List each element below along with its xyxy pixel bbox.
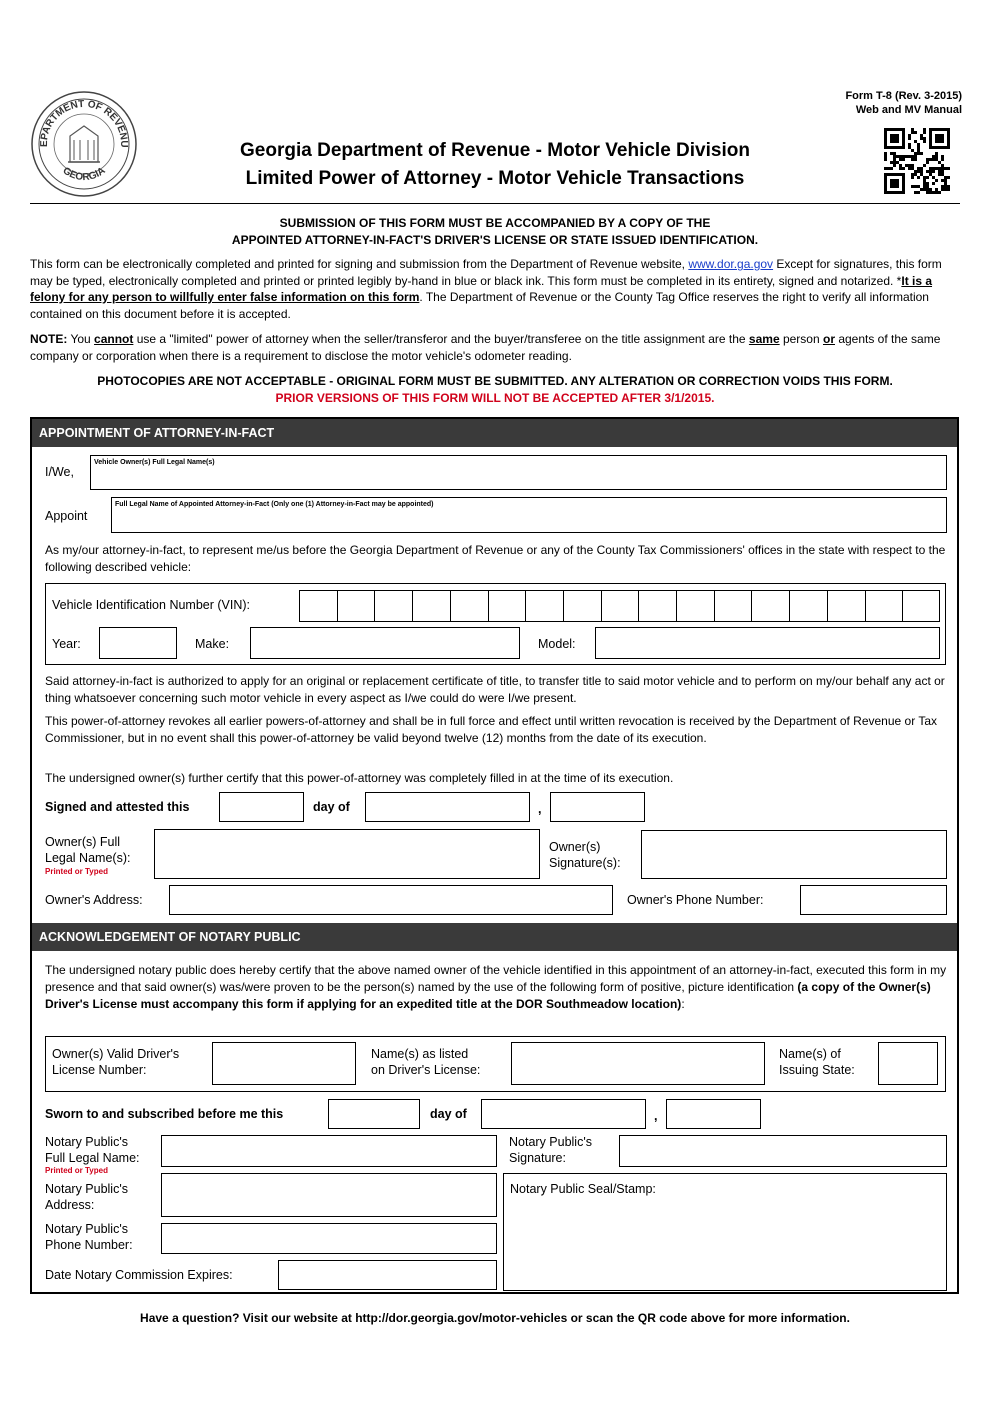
header-divider	[30, 203, 960, 204]
license-number-label	[52, 1046, 179, 1078]
vin-character-cell[interactable]	[489, 591, 527, 621]
vin-field[interactable]	[299, 590, 940, 622]
form-number: Form T-8 (Rev. 3-2015)	[845, 90, 962, 102]
vin-character-cell[interactable]	[375, 591, 413, 621]
vin-character-cell[interactable]	[639, 591, 677, 621]
authorized-text: Said attorney-in-fact is authorized to apply for an original or replacement certificate of title, to transfer title to said motor vehicle and to perform on my/our behalf any act or thing whatsoever concerning such motor vehicle in every aspect as I/we could do were I/we present.	[45, 674, 945, 705]
note-text-a: You	[67, 332, 95, 346]
signed-attested-label: Signed and attested this	[45, 800, 190, 814]
sworn-month-field[interactable]	[481, 1099, 646, 1129]
iwe-label: I/We,	[45, 465, 74, 479]
certify-text: The undersigned owner(s) further certify that this power-of-attorney was completely filled in at the time of its execution.	[45, 771, 674, 785]
vin-character-cell[interactable]	[526, 591, 564, 621]
owner-name-hint: Vehicle Owner(s) Full Legal Name(s)	[94, 459, 215, 466]
page-title-line2: Limited Power of Attorney - Motor Vehicle Transactions	[245, 168, 745, 189]
seal-text-top: EPARTMENT OF REVENU	[38, 98, 130, 148]
svg-text:GEORGIA	[61, 165, 108, 183]
issuing-state-label-l1: Name(s) of	[779, 1047, 841, 1061]
owner-full-name-label-l2: Legal Name(s):	[45, 851, 131, 865]
owner-full-legal-name-field[interactable]	[90, 455, 947, 490]
intro-paragraph	[30, 256, 960, 322]
owner-phone-label: Owner's Phone Number:	[627, 893, 764, 907]
notary-signature-label-l1: Notary Public's	[509, 1135, 592, 1149]
appointment-section-header: APPOINTMENT OF ATTORNEY-IN-FACT	[32, 419, 957, 447]
attorney-name-hint: Full Legal Name of Appointed Attorney-in-Fact (Only one (1) Attorney-in-Fact may be appointed)	[115, 501, 434, 508]
vin-character-cell[interactable]	[338, 591, 376, 621]
notary-name-label-l2: Full Legal Name:	[45, 1151, 140, 1165]
note-text-b: use a "limited" power of attorney when the seller/transferor and the buyer/transferee on the title assignment are the	[133, 332, 749, 346]
notary-phone-label	[45, 1221, 133, 1253]
day-of-label: day of	[313, 800, 350, 814]
submission-notice-line1: SUBMISSION OF THIS FORM MUST BE ACCOMPANIED BY A COPY OF THE	[279, 216, 711, 230]
note-cannot: cannot	[94, 332, 134, 346]
notary-address-field[interactable]	[161, 1173, 497, 1217]
department-seal-logo	[30, 90, 138, 198]
svg-text:DEPARTMENT OF REVENUE	[30, 90, 129, 148]
form-identifier	[845, 89, 962, 117]
owner-address-label: Owner's Address:	[45, 893, 143, 907]
owner-full-name-label-l1: Owner(s) Full	[45, 835, 121, 849]
model-label: Model:	[538, 637, 576, 651]
seal-text-bottom: GEORGIA	[60, 165, 108, 184]
sworn-year-field[interactable]	[666, 1099, 761, 1129]
vin-character-cell[interactable]	[903, 591, 941, 621]
vin-label: Vehicle Identification Number (VIN):	[52, 598, 251, 612]
felony-warning: It is a felony for any person to willfully enter false information on this form	[30, 273, 933, 304]
notary-section-header: ACKNOWLEDGEMENT OF NOTARY PUBLIC	[32, 923, 957, 951]
notary-phone-label-l1: Notary Public's	[45, 1222, 128, 1236]
owner-full-name-label	[45, 834, 130, 866]
signed-month-field[interactable]	[365, 792, 530, 822]
vin-character-cell[interactable]	[715, 591, 753, 621]
signed-day-field[interactable]	[219, 792, 304, 822]
vin-character-cell[interactable]	[451, 591, 489, 621]
form-subtitle: Web and MV Manual	[855, 104, 962, 116]
notary-seal-stamp-label: Notary Public Seal/Stamp:	[510, 1182, 656, 1196]
prior-versions-warning: PRIOR VERSIONS OF THIS FORM WILL NOT BE ACCEPTED AFTER 3/1/2015.	[275, 391, 715, 405]
as-attorney-text: As my/our attorney-in-fact, to represent me/us before the Georgia Department of Revenue or any of the County Tax Commissioners' offices in the state with respect to the following described vehicle:	[45, 543, 946, 574]
note-text-d: agents of the same company or corporation when there is a requirement to disclose the motor vehicle's odometer reading.	[30, 332, 941, 363]
names-on-license-label-l2: on Driver's License:	[371, 1063, 481, 1077]
notary-address-label-l1: Notary Public's	[45, 1182, 128, 1196]
vin-character-cell[interactable]	[602, 591, 640, 621]
comma-label: ,	[538, 802, 542, 816]
appoint-label: Appoint	[45, 509, 88, 523]
note-text-c: person	[779, 332, 823, 346]
notary-address-label	[45, 1181, 128, 1213]
owner-signature-label	[549, 839, 621, 871]
license-number-label-l2: License Number:	[52, 1063, 147, 1077]
notary-name-field[interactable]	[161, 1135, 497, 1167]
note-label: NOTE:	[30, 332, 68, 346]
owner-phone-field[interactable]	[800, 885, 947, 915]
photocopies-warning: PHOTOCOPIES ARE NOT ACCEPTABLE - ORIGINAL FORM MUST BE SUBMITTED. ANY ALTERATION OR CORRECTION VOIDS THIS FORM.	[97, 374, 893, 388]
notary-comma-label: ,	[654, 1109, 658, 1123]
vin-character-cell[interactable]	[828, 591, 866, 621]
intro-text-c: . The Department of Revenue or the County Tag Office reserves the right to verify all information contained on this document before it is accepted.	[30, 290, 929, 321]
vin-character-cell[interactable]	[866, 591, 904, 621]
vin-character-cell[interactable]	[677, 591, 715, 621]
vin-character-cell[interactable]	[752, 591, 790, 621]
issuing-state-field[interactable]	[878, 1042, 938, 1085]
notary-signature-label	[509, 1134, 592, 1166]
owner-signature-field[interactable]	[641, 830, 947, 879]
notary-address-label-l2: Address:	[45, 1198, 95, 1212]
page-title-line1: Georgia Department of Revenue - Motor Vehicle Division	[240, 140, 750, 161]
names-on-license-label-l1: Name(s) as listed	[371, 1047, 469, 1061]
signed-year-field[interactable]	[550, 792, 645, 822]
notary-day-of-label: day of	[430, 1107, 467, 1121]
names-on-license-label	[371, 1046, 480, 1078]
footer-help-text: Have a question? Visit our website at http://dor.georgia.gov/motor-vehicles or scan the QR code above for more information.	[140, 1311, 850, 1325]
vin-character-cell[interactable]	[564, 591, 602, 621]
license-number-label-l1: Owner(s) Valid Driver's	[52, 1047, 180, 1061]
make-field[interactable]	[250, 627, 520, 659]
note-or: or	[822, 332, 835, 346]
license-number-field[interactable]	[212, 1042, 356, 1085]
note-same: same	[748, 332, 780, 346]
commission-expires-field[interactable]	[278, 1260, 497, 1290]
issuing-state-label	[779, 1046, 855, 1078]
vin-character-cell[interactable]	[790, 591, 828, 621]
vin-character-cell[interactable]	[413, 591, 451, 621]
year-field[interactable]	[99, 627, 177, 659]
intro-text-a: This form can be electronically completed and printed for signing and submission from the Department of Revenue website,	[30, 257, 689, 271]
owner-printed-name-field[interactable]	[154, 829, 540, 879]
note-paragraph	[30, 331, 960, 364]
notary-text-a: The undersigned notary public does hereby certify that the above named owner of the vehicle identified in this appointment of an attorney-in-fact, executed this form in my presence and that said owner(s) was/were proven to be the person(s) named by the use of the following form of positive, picture identification	[45, 963, 947, 994]
revocation-text: This power-of-attorney revokes all earlier powers-of-attorney and shall be in full force and effect until written revocation is received by the Department of Revenue or Tax Commissioner, but in no event shall this power-of-attorney be valid beyond twelve (12) months from the date of its execution.	[45, 714, 938, 745]
commission-expires-label: Date Notary Commission Expires:	[45, 1268, 233, 1282]
qr-code[interactable]	[884, 128, 950, 194]
notary-seal-stamp-area[interactable]	[503, 1173, 947, 1291]
notary-name-label-l1: Notary Public's	[45, 1135, 128, 1149]
year-label: Year:	[52, 637, 81, 651]
make-label: Make:	[195, 637, 230, 651]
notary-name-label	[45, 1134, 140, 1166]
notary-signature-field[interactable]	[619, 1135, 947, 1167]
sworn-label: Sworn to and subscribed before me this	[45, 1107, 284, 1121]
sworn-day-field[interactable]	[328, 1099, 420, 1129]
intro-text-b: Except for signatures, this form may be typed, electronically completed and printed or printed legibly by-hand in blue or black ink. This form must be completed in its entirety, signed and notarized. *	[30, 257, 942, 288]
notary-printed-or-typed-note: Printed or Typed	[45, 1166, 108, 1175]
notary-phone-field[interactable]	[161, 1223, 497, 1254]
owner-signature-label-l1: Owner(s)	[549, 840, 601, 854]
notary-text-c: :	[681, 997, 685, 1011]
notary-phone-label-l2: Phone Number:	[45, 1238, 133, 1252]
owner-address-field[interactable]	[169, 885, 613, 915]
issuing-state-label-l2: Issuing State:	[779, 1063, 855, 1077]
submission-notice-line2: APPOINTED ATTORNEY-IN-FACT'S DRIVER'S LICENSE OR STATE ISSUED IDENTIFICATION.	[231, 233, 759, 247]
dor-website-link[interactable]: www.dor.ga.gov	[688, 257, 774, 271]
vin-character-cell[interactable]	[300, 591, 338, 621]
printed-or-typed-note: Printed or Typed	[45, 867, 108, 876]
names-on-license-field[interactable]	[511, 1042, 765, 1085]
notary-certify-text	[45, 962, 950, 1013]
owner-signature-label-l2: Signature(s):	[549, 856, 621, 870]
model-field[interactable]	[595, 627, 940, 659]
attorney-in-fact-name-field[interactable]	[111, 497, 947, 533]
notary-text-expedited: (a copy of the Owner(s) Driver's License must accompany this form if applying for an expedited title at the DOR Southmeadow location)	[45, 980, 931, 1011]
notary-signature-label-l2: Signature:	[509, 1151, 566, 1165]
